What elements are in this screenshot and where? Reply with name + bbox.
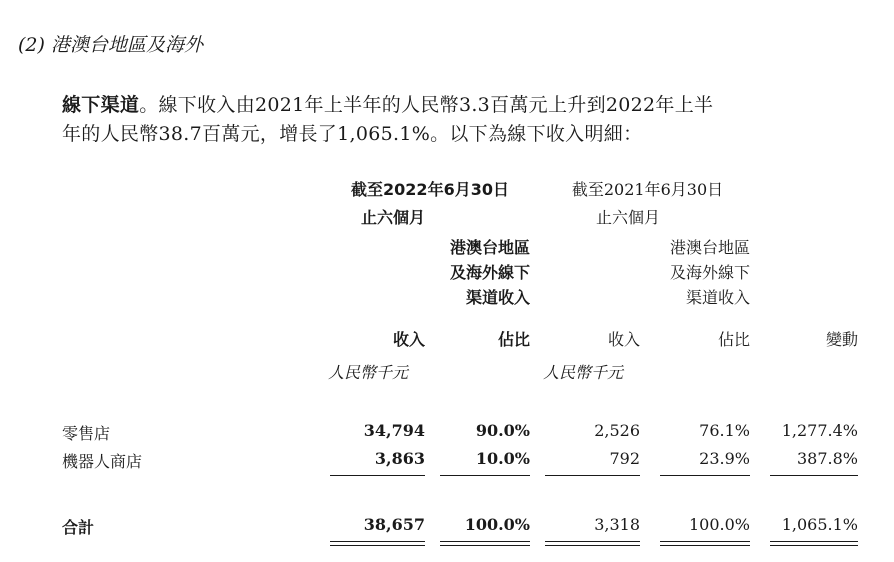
row-label-retail: 零售店 [62, 424, 111, 443]
total-change: 1,065.1% [781, 515, 858, 534]
share-title-2022-line-3: 渠道收入 [465, 288, 530, 307]
unit-2022: 人民幣千元 [328, 363, 409, 382]
subtotal-rule [440, 475, 530, 476]
share-title-2022-line-1: 港澳台地區 [449, 238, 530, 257]
cell-share-2022: 90.0% [475, 421, 530, 440]
total-double-rule [440, 545, 530, 546]
paragraph-line-2: 年的人民幣38.7百萬元，增長了1,065.1%。以下為線下收入明細： [62, 123, 643, 145]
share-title-2021-line-2: 及海外線下 [669, 263, 750, 282]
subtotal-rule [660, 475, 750, 476]
total-double-rule [770, 545, 858, 546]
period-2021-header: 截至2021年6月30日 [571, 180, 724, 199]
col-header-rev-2022: 收入 [392, 330, 425, 349]
total-double-rule [545, 545, 640, 546]
row-label-robot-store: 機器人商店 [62, 452, 143, 471]
total-share-2022: 100.0% [464, 515, 530, 534]
share-title-2022-line-2: 及海外線下 [449, 263, 530, 282]
cell-rev-2021: 792 [609, 449, 640, 468]
cell-change: 387.8% [796, 449, 858, 468]
cell-change: 1,277.4% [781, 421, 858, 440]
cell-rev-2021: 2,526 [594, 421, 640, 440]
period-2022-header: 截至2022年6月30日 [351, 180, 509, 199]
paragraph-lead: 線下渠道 [62, 94, 140, 116]
subtotal-rule [545, 475, 640, 476]
period-2021-subheader: 止六個月 [595, 208, 660, 227]
total-double-rule [770, 541, 858, 542]
total-double-rule [660, 541, 750, 542]
total-double-rule [440, 541, 530, 542]
cell-share-2021: 23.9% [699, 449, 750, 468]
col-header-rev-2021: 收入 [607, 330, 640, 349]
total-double-rule [545, 541, 640, 542]
col-header-share-2022: 佔比 [497, 330, 530, 349]
col-header-share-2021: 佔比 [717, 330, 750, 349]
period-2022-subheader: 止六個月 [360, 208, 425, 227]
total-double-rule [330, 545, 425, 546]
cell-share-2021: 76.1% [699, 421, 750, 440]
section-heading: (2) 港澳台地區及海外 [18, 34, 203, 56]
total-share-2021: 100.0% [688, 515, 750, 534]
total-double-rule [330, 541, 425, 542]
cell-rev-2022: 34,794 [363, 421, 425, 440]
share-title-2021-line-1: 港澳台地區 [669, 238, 750, 257]
cell-rev-2022: 3,863 [374, 449, 425, 468]
share-title-2021-line-3: 渠道收入 [685, 288, 750, 307]
total-double-rule [660, 545, 750, 546]
paragraph-line-1 [62, 90, 713, 117]
total-rev-2021: 3,318 [594, 515, 640, 534]
cell-share-2022: 10.0% [475, 449, 530, 468]
col-header-change: 變動 [825, 330, 858, 349]
total-rev-2022: 38,657 [363, 515, 425, 534]
subtotal-rule [330, 475, 425, 476]
subtotal-rule [770, 475, 858, 476]
paragraph-line-1-text: 。線下收入由2021年上半年的人民幣3.3百萬元上升到2022年上半 [139, 94, 714, 116]
total-label: 合計 [62, 518, 95, 537]
unit-2021: 人民幣千元 [543, 363, 624, 382]
